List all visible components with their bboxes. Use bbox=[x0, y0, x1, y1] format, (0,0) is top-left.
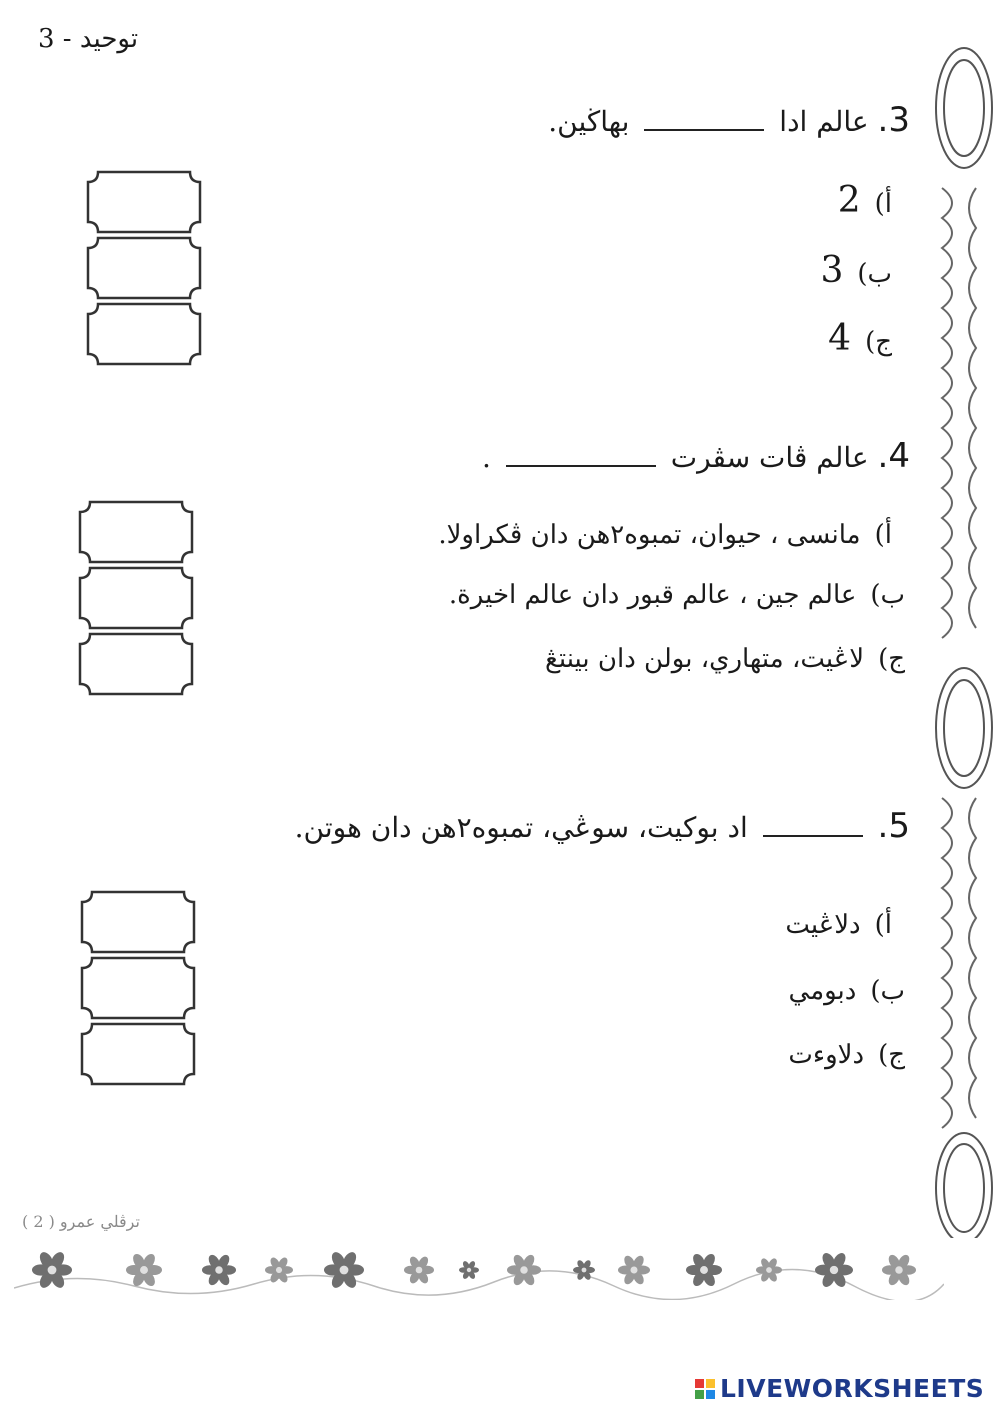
option-text: دبومي bbox=[788, 976, 857, 1006]
answer-box-c[interactable] bbox=[80, 1022, 196, 1086]
answer-box-a[interactable] bbox=[78, 500, 194, 564]
flower-icon bbox=[882, 1253, 916, 1287]
page-number: ترڤلي عمرو ( 2 ) bbox=[22, 1212, 140, 1231]
answer-box-c[interactable] bbox=[86, 302, 202, 366]
page-title: توحيد - 3 bbox=[38, 24, 139, 54]
option-text: دلاوءت bbox=[788, 1040, 865, 1070]
question-text-after: . bbox=[482, 441, 491, 474]
calligraphy-border bbox=[932, 38, 996, 1238]
logo-icon bbox=[694, 1378, 716, 1400]
option-text: 4 bbox=[828, 318, 852, 359]
question-number: 3. bbox=[877, 100, 910, 140]
option-c: ج)دلاوءت bbox=[788, 1040, 905, 1070]
question-5 bbox=[295, 806, 910, 846]
question-text-before: عالم ادا bbox=[779, 105, 869, 138]
question-text-after: اد بوكيت، سوڠي، تمبوه٢هن دان هوتن. bbox=[294, 811, 748, 844]
flower-border bbox=[14, 1240, 944, 1300]
flower-icon bbox=[686, 1252, 722, 1288]
question-3 bbox=[548, 100, 910, 140]
option-a: أ)دلاڠيت bbox=[785, 910, 892, 940]
answer-box-a[interactable] bbox=[86, 170, 202, 234]
flower-icon bbox=[618, 1254, 650, 1286]
option-text: 2 bbox=[837, 180, 861, 221]
option-c: ج)لاڠيت، متهاري، بولن دان بينتڠ bbox=[545, 644, 905, 674]
question-number: 4. bbox=[877, 436, 910, 476]
answer-blank bbox=[506, 463, 656, 467]
flower-icon bbox=[459, 1260, 479, 1280]
flower-icon bbox=[324, 1250, 364, 1290]
option-text: 3 bbox=[820, 250, 844, 291]
flower-icon bbox=[202, 1253, 236, 1287]
option-b: ب)دبومي bbox=[788, 976, 905, 1006]
option-b: ب)عالم جين ، عالم قبور دان عالم اخيرة. bbox=[448, 580, 905, 610]
logo-text: LIVEWORKSHEETS bbox=[720, 1374, 985, 1403]
answer-box-b[interactable] bbox=[80, 956, 196, 1020]
flower-icon bbox=[32, 1250, 72, 1290]
question-4 bbox=[482, 436, 910, 476]
flower-icon bbox=[507, 1253, 541, 1287]
flower-icon bbox=[756, 1257, 782, 1283]
option-c: ج)4 bbox=[828, 318, 892, 359]
option-text: لاڠيت، متهاري، بولن دان بينتڠ bbox=[545, 644, 865, 674]
option-b: ب)3 bbox=[820, 250, 892, 291]
flower-icon bbox=[126, 1252, 162, 1288]
flower-icon bbox=[404, 1255, 434, 1285]
answer-box-a[interactable] bbox=[80, 890, 196, 954]
answer-box-c[interactable] bbox=[78, 632, 194, 696]
answer-blank bbox=[763, 833, 863, 837]
answer-box-b[interactable] bbox=[78, 566, 194, 630]
option-text: دلاڠيت bbox=[785, 910, 861, 940]
answer-box-b[interactable] bbox=[86, 236, 202, 300]
option-text: مانسى ، حيوان، تمبوه٢هن دان ڤكراولا. bbox=[438, 520, 861, 550]
liveworksheets-logo bbox=[694, 1374, 984, 1403]
option-a: أ)2 bbox=[837, 180, 892, 221]
question-number: 5. bbox=[877, 806, 910, 846]
option-text: عالم جين ، عالم قبور دان عالم اخيرة. bbox=[448, 580, 857, 610]
question-text-after: بهاڬين. bbox=[548, 105, 630, 138]
answer-blank bbox=[644, 127, 764, 131]
question-text-before: عالم ڤات سڤرت bbox=[670, 441, 869, 474]
option-a: أ)مانسى ، حيوان، تمبوه٢هن دان ڤكراولا. bbox=[438, 520, 892, 550]
